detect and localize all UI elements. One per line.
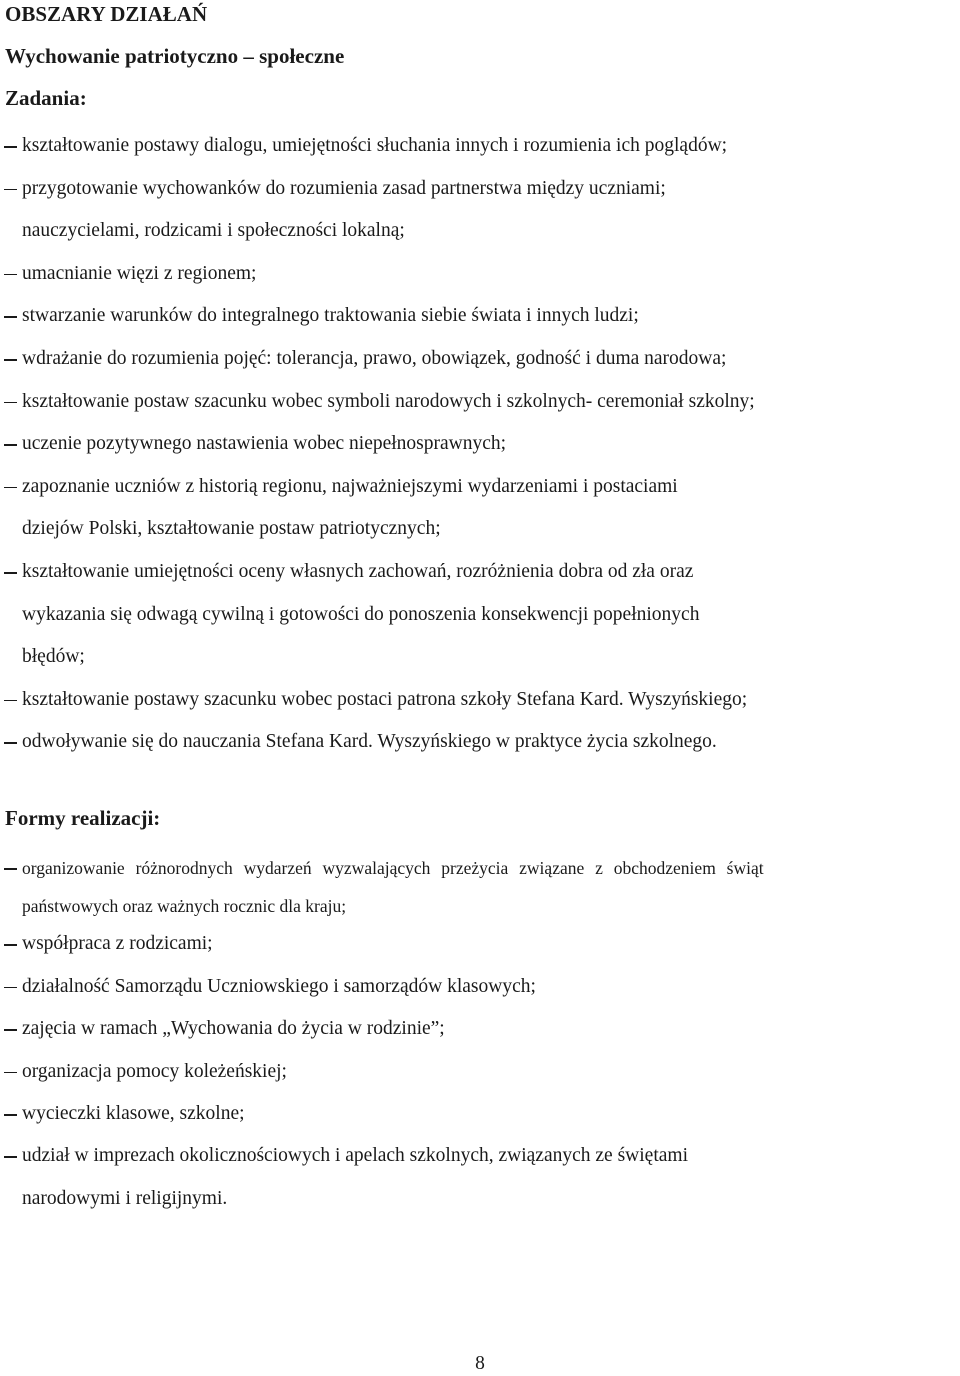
dash-bullet: [4, 487, 17, 489]
dash-bullet: [4, 742, 17, 744]
dash-bullet: [4, 189, 17, 191]
dash-bullet: [4, 1029, 17, 1031]
list-item: [0, 381, 960, 424]
dash-bullet: [4, 868, 17, 870]
list-item: [0, 168, 960, 253]
item-text: nauczycielami, rodzicami i społeczności lokalną;: [22, 220, 405, 242]
item-text: dziejów Polski, kształtowanie postaw patriotycznych;: [22, 518, 441, 540]
page-number: 8: [475, 1353, 485, 1374]
dash-bullet: [4, 274, 17, 276]
list-item: [0, 1093, 960, 1135]
item-text: kształtowanie postawy szacunku wobec postaci patrona szkoły Stefana Kard. Wyszyńskiego;: [22, 688, 748, 710]
forms-list: [0, 847, 960, 1220]
dash-bullet: [4, 316, 17, 318]
list-item: [0, 338, 960, 381]
item-text: przygotowanie wychowanków do rozumienia zasad partnerstwa między uczniami;: [22, 177, 666, 199]
list-item: [0, 466, 960, 551]
list-item: [0, 679, 960, 722]
item-text: kształtowanie postawy dialogu, umiejętności słuchania innych i rozumienia ich poglądów;: [22, 135, 728, 156]
list-item: [0, 551, 960, 679]
list-item: [0, 125, 960, 168]
item-text: uczenie pozytywnego nastawienia wobec niepełnosprawnych;: [22, 433, 507, 455]
list-item: [0, 423, 960, 466]
dash-bullet: [4, 146, 17, 148]
item-text: wdrażanie do rozumienia pojęć: tolerancja, prawo, obowiązek, godność i duma narodowa;: [22, 347, 727, 369]
page-heading: OBSZARY DZIAŁAŃ: [5, 2, 208, 26]
item-text: umacnianie więzi z regionem;: [22, 262, 257, 284]
dash-bullet: [4, 987, 17, 989]
list-item: [0, 295, 960, 338]
dash-bullet: [4, 944, 17, 946]
forms-label: Formy realizacji:: [5, 806, 161, 830]
list-item: [0, 721, 960, 764]
item-text: zapoznanie uczniów z historią regionu, najważniejszymi wydarzeniami i postaciami: [22, 475, 678, 497]
item-text: wykazania się odwagą cywilną i gotowości do ponoszenia konsekwencji popełnionych: [22, 603, 700, 625]
list-item: [0, 923, 960, 965]
dash-bullet: [4, 402, 17, 404]
item-text: organizowanie różnorodnych wydarzeń wyzwalających przeżycia związane z obchodzeniem świąt: [22, 858, 764, 878]
item-text: udział w imprezach okolicznościowych i apelach szkolnych, związanych ze świętami: [22, 1145, 688, 1167]
list-item: [0, 1051, 960, 1093]
item-text: kształtowanie umiejętności oceny własnych zachowań, rozróżnienia dobra od zła oraz: [22, 560, 694, 582]
item-text: zajęcia w ramach „Wychowania do życia w rodzinie”;: [22, 1018, 445, 1040]
list-item: [0, 253, 960, 296]
item-text: państwowych oraz ważnych rocznic dla kraju;: [22, 896, 347, 917]
list-item: [0, 1008, 960, 1050]
item-text: błędów;: [22, 646, 85, 668]
item-text: działalność Samorządu Uczniowskiego i samorządów klasowych;: [22, 975, 536, 997]
list-item: [0, 847, 960, 923]
dash-bullet: [4, 700, 17, 702]
item-text: współpraca z rodzicami;: [22, 933, 213, 955]
item-text: stwarzanie warunków do integralnego traktowania siebie świata i innych ludzi;: [22, 305, 639, 327]
tasks-list: [0, 125, 960, 764]
dash-bullet: [4, 1114, 17, 1116]
list-item: [0, 966, 960, 1008]
dash-bullet: [4, 572, 17, 574]
dash-bullet: [4, 444, 17, 446]
list-item: [0, 1135, 960, 1220]
item-text: organizacja pomocy koleżeńskiej;: [22, 1060, 287, 1082]
dash-bullet: [4, 1156, 17, 1158]
item-text: narodowymi i religijnymi.: [22, 1187, 228, 1209]
tasks-label: Zadania:: [5, 86, 87, 110]
dash-bullet: [4, 1072, 17, 1074]
item-text: wycieczki klasowe, szkolne;: [22, 1103, 245, 1125]
dash-bullet: [4, 359, 17, 361]
item-text: odwoływanie się do nauczania Stefana Kard. Wyszyńskiego w praktyce życia szkolnego.: [22, 731, 717, 753]
section-title: Wychowanie patriotyczno – społeczne: [5, 44, 345, 68]
item-text: kształtowanie postaw szacunku wobec symboli narodowych i szkolnych- ceremoniał szkolny;: [22, 390, 755, 412]
